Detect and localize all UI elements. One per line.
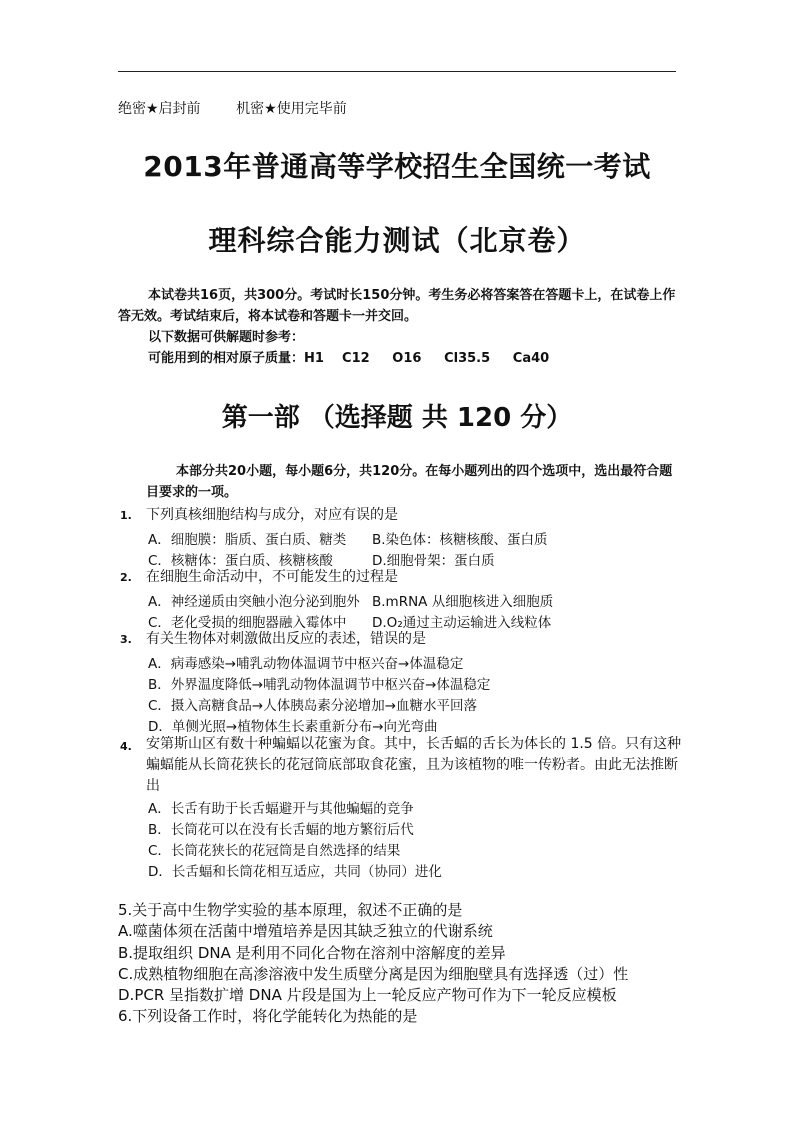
option-c: C．核糖体：蛋白质、核糖核酸 <box>148 553 333 569</box>
question-number: 2. <box>120 571 132 584</box>
atomic-mass-label: 可能用到的相对原子质量： <box>148 351 305 366</box>
question-number: 1. <box>120 509 132 522</box>
question-text: 安第斯山区有数十种蝙蝠以花蜜为食。其中，长舌蝠的舌长为体长的 1.5 倍。只有这种蝙蝠能从长筒花狭长的花冠筒底部取食花蜜，且为该植物的唯一传粉者。由此无法推断出 <box>146 736 682 794</box>
part-one-note: 本部分共20小题，每小题6分，共120分。在每小题列出的四个选项中，选出最符合题目要求的一项。 <box>146 464 673 500</box>
option-a: A．长舌有助于长舌蝠避开与其他蝙蝠的竞争 <box>148 801 414 817</box>
secret-label: 绝密★启封前 机密★使用完毕前 <box>118 101 347 117</box>
question-text: 有关生物体对刺激做出反应的表述，错误的是 <box>146 631 426 647</box>
option-d: D．长舌蝠和长筒花相互适应，共同（协同）进化 <box>148 864 442 880</box>
atomic-mass-line <box>118 348 678 369</box>
option-d: D.PCR 呈指数扩增 DNA 片段是国为上一轮反应产物可作为下一轮反应模板 <box>118 986 617 1004</box>
question-text: 下列真核细胞结构与成分，对应有误的是 <box>146 507 398 523</box>
option-b: B.染色体：核糖核酸、蛋白质 <box>372 532 548 548</box>
exam-subtitle: 理科综合能力测试（北京卷） <box>208 224 586 257</box>
question-number: 4. <box>120 740 132 753</box>
instructions-text: 本试卷共16页，共300分。考试时长150分钟。考生务必将答案答在答题卡上，在试卷上作答无效。考试结束后，将本试卷和答题卡一并交回。 <box>118 288 676 324</box>
option-a: A．细胞膜：脂质、蛋白质、糖类 <box>148 532 347 548</box>
question-text: 在细胞生命活动中，不可能发生的过程是 <box>146 569 398 585</box>
option-b: B.mRNA 从细胞核进入细胞质 <box>372 594 554 610</box>
option-c: C.成熟植物细胞在高渗溶液中发生质壁分离是因为细胞壁具有选择透（过）性 <box>118 965 629 983</box>
option-c: C．老化受损的细胞器融入霉体中 <box>148 615 347 631</box>
option-c: C．摄入高糖食品→人体胰岛素分泌增加→血糖水平回落 <box>148 698 478 714</box>
exam-instructions <box>118 285 678 369</box>
header-rule <box>118 71 676 72</box>
option-b: B．长筒花可以在没有长舌蝠的地方繁衍后代 <box>148 822 414 838</box>
option-a: A.噬菌体须在活菌中增殖培养是因其缺乏独立的代谢系统 <box>118 922 493 940</box>
question-5-stem: 5.关于高中生物学实验的基本原理，叙述不正确的是 <box>118 901 463 919</box>
option-c: C．长筒花狭长的花冠筒是自然选择的结果 <box>148 843 401 859</box>
option-d: D．单侧光照→植物体生长素重新分布→向光弯曲 <box>148 719 438 735</box>
option-d: D.O₂通过主动运输进入线粒体 <box>372 615 552 631</box>
option-b: B．外界温度降低→哺乳动物体温调节中枢兴奋→体温稳定 <box>148 677 491 693</box>
reference-data-label: 以下数据可供解题时参考： <box>148 330 305 345</box>
question-number: 3. <box>120 633 132 646</box>
exam-title: 2013年普通高等学校招生全国统一考试 <box>143 150 651 183</box>
option-a: A．神经递质由突触小泡分泌到胞外 <box>148 594 360 610</box>
question-6-stem: 6.下列设备工作时，将化学能转化为热能的是 <box>118 1007 418 1025</box>
atomic-mass-values: H1 C12 O16 Cl35.5 Ca40 <box>304 351 550 366</box>
option-a: A．病毒感染→哺乳动物体温调节中枢兴奋→体温稳定 <box>148 656 464 672</box>
option-b: B.提取组织 DNA 是利用不同化合物在溶剂中溶解度的差异 <box>118 944 506 962</box>
option-d: D.细胞骨架：蛋白质 <box>372 553 495 569</box>
part-one-title: 第一部 （选择题 共 120 分） <box>221 403 573 433</box>
